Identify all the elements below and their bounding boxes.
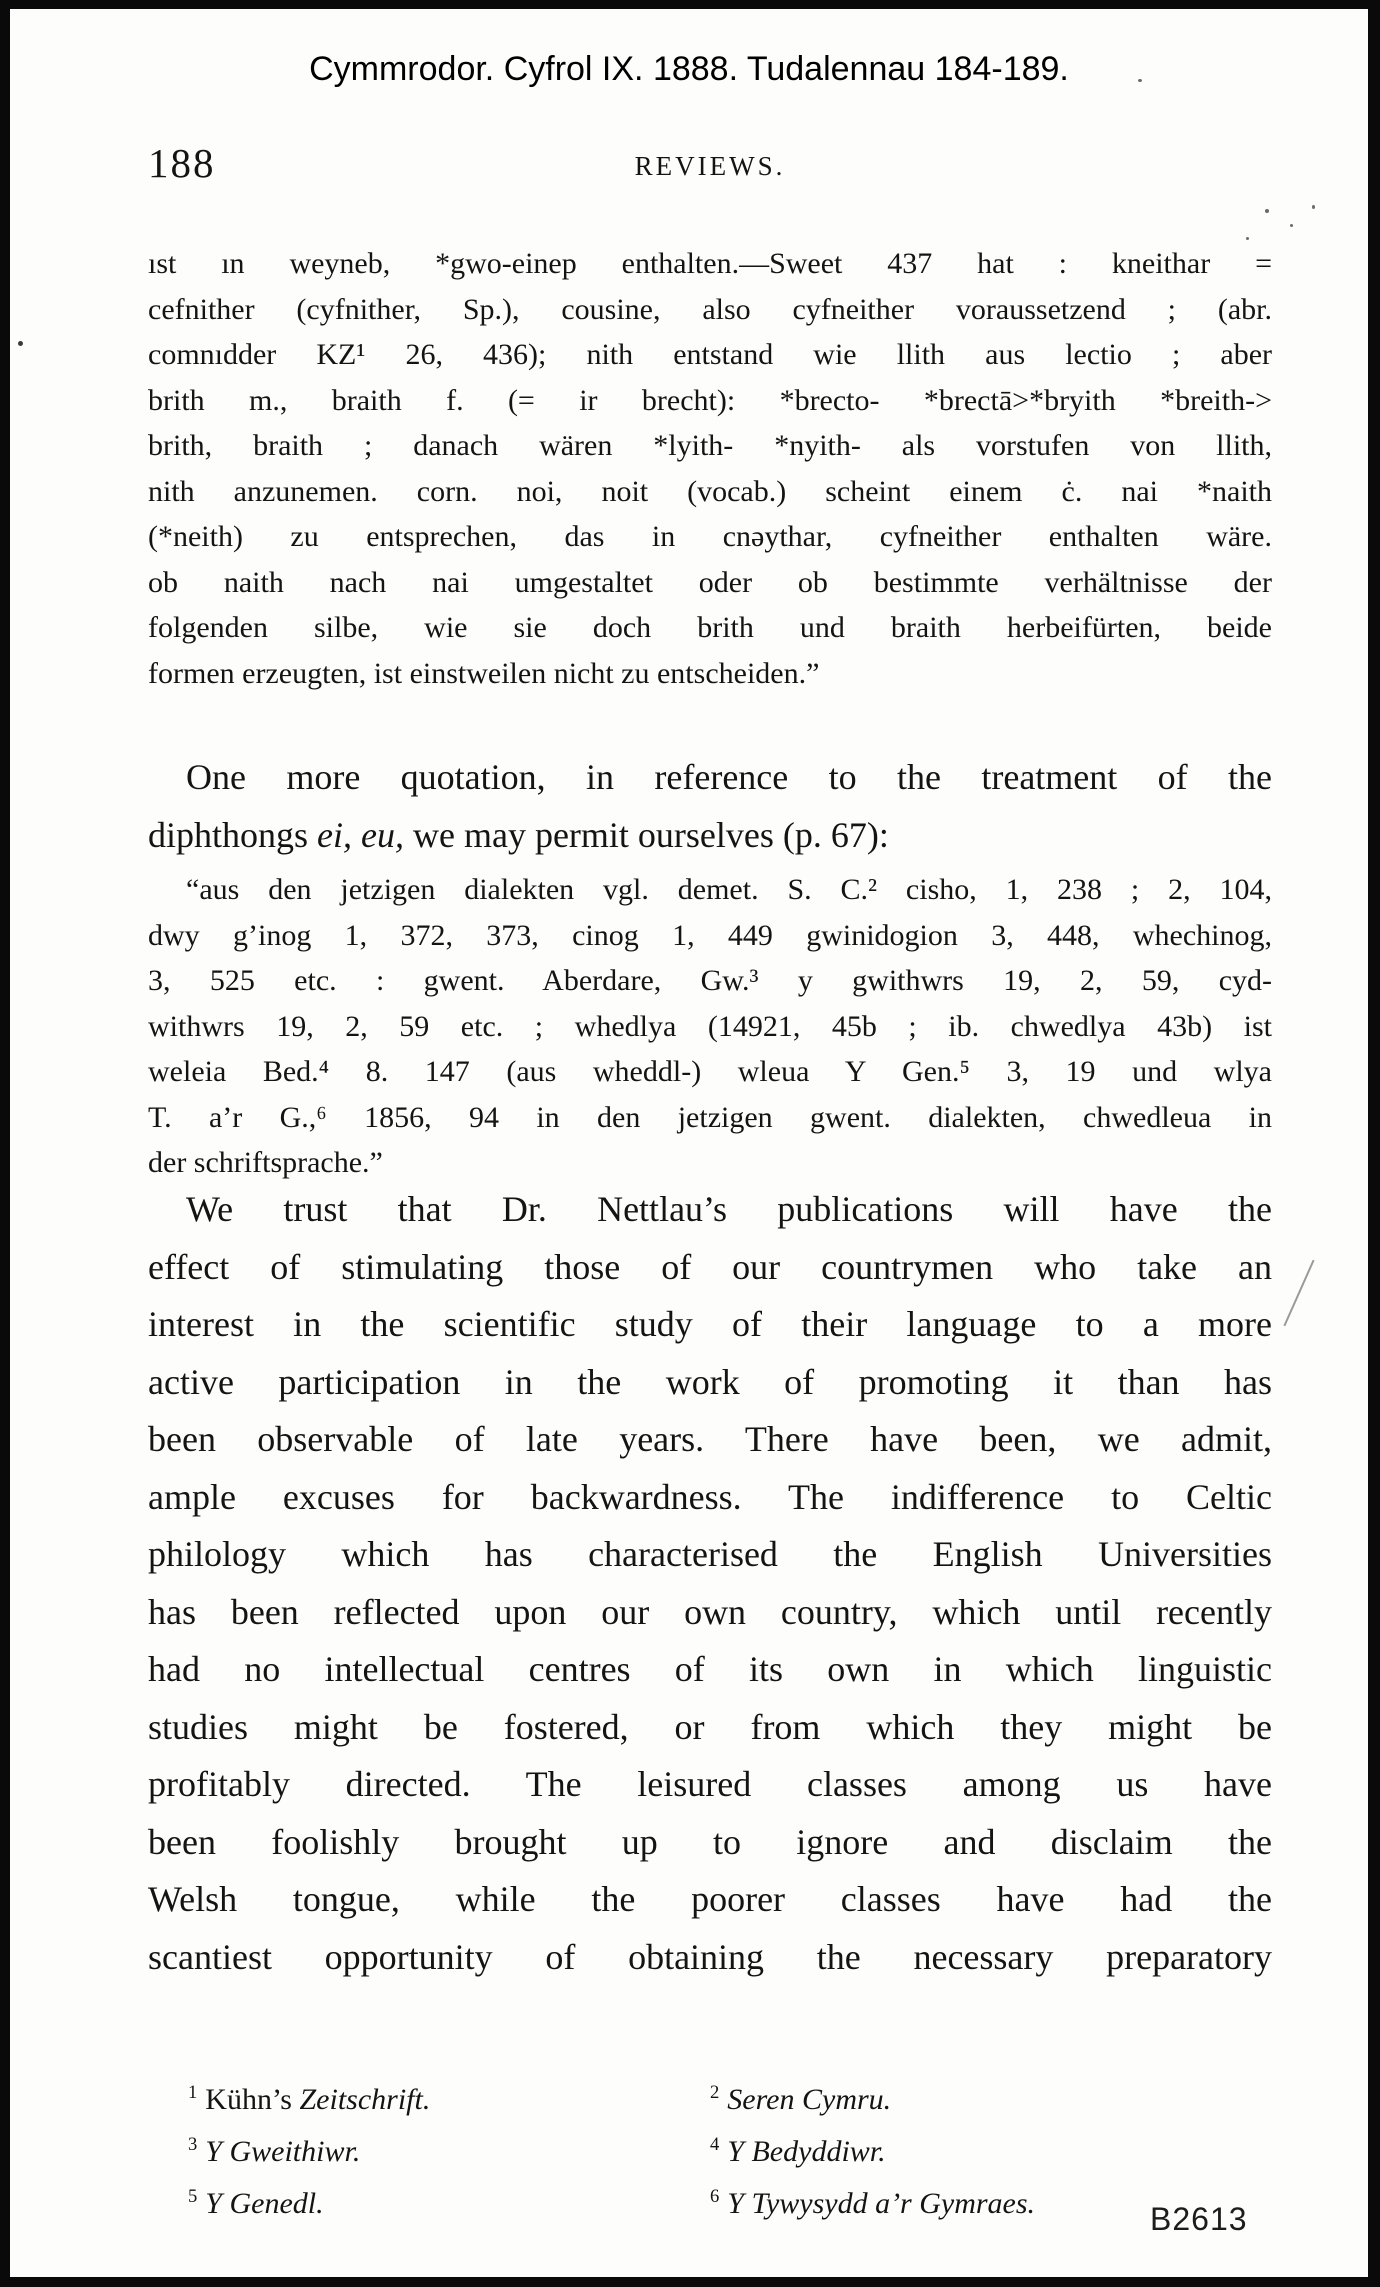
italic-text: ei, eu, <box>317 814 404 855</box>
text-line: dwy g’inog 1, 372, 373, cinog 1, 449 gwinidogion 3, 448, whechinog, <box>148 918 1272 952</box>
text-line: T. a’r G.,⁶ 1856, 94 in den jetzigen gwent. dialekten, chwedleua in <box>148 1100 1272 1134</box>
footnote-title: Zeitschrift. <box>299 2083 431 2116</box>
footnote-row <box>148 2067 1272 2119</box>
footnotes <box>148 2067 1272 2223</box>
text-line: der schriftsprache.” <box>148 1146 383 1179</box>
footnote-title: Seren Cymru. <box>727 2083 892 2116</box>
footnote-title: Y Bedyddiwr. <box>727 2135 886 2168</box>
scan-speck <box>18 341 23 346</box>
text-line: philology which has characterised the English Universities <box>148 1534 1272 1574</box>
footnote-item <box>148 2119 710 2171</box>
text-segment: diphthongs <box>148 814 318 855</box>
text-line: been observable of late years. There have been, we admit, <box>148 1419 1272 1459</box>
scan-speck <box>1138 79 1142 82</box>
text-line: weleia Bed.⁴ 8. 147 (aus wheddl-) wleua Y Gen.⁵ 3, 19 und wlya <box>148 1055 1272 1088</box>
text-line: scantiest opportunity of obtaining the necessary preparatory <box>148 1936 1272 1977</box>
text-line: ob naith nach nai umgestaltet oder ob bestimmte verhältnisse der <box>148 565 1272 599</box>
footnote-title: Y Genedl. <box>205 2187 324 2220</box>
text-line: withwrs 19, 2, 59 etc. ; whedlya (14921, 45b ; ib. chwedlya 43b) ist <box>148 1009 1272 1043</box>
text-line <box>148 807 1272 865</box>
text-line: studies might be fostered, or from which they might be <box>148 1706 1272 1747</box>
footnote-row <box>148 2119 1272 2171</box>
text-line: brith m., braith f. (= ir brecht): *brecto- *brectā>*bryith *breith-> <box>148 383 1272 417</box>
paragraph-one-more <box>148 749 1272 864</box>
text-line: had no intellectual centres of its own in which linguistic <box>148 1649 1272 1689</box>
scan-speck <box>1246 237 1249 240</box>
paragraph-we-trust <box>148 1181 1272 1986</box>
footnote-mark: 6 <box>710 2186 720 2207</box>
scan-speck <box>1312 205 1315 209</box>
text-line: folgenden silbe, wie sie doch brith und braith herbeifürten, beide <box>148 611 1272 644</box>
text-line: been foolishly brought up to ignore and disclaim the <box>148 1821 1272 1862</box>
text-line: profitably directed. The leisured classes among us have <box>148 1764 1272 1804</box>
scan-speck <box>1265 209 1269 213</box>
text-line: active participation in the work of promoting it than has <box>148 1361 1272 1402</box>
footnote-mark: 1 <box>188 2082 198 2103</box>
scan-speck <box>1290 224 1293 227</box>
footnote-mark: 5 <box>188 2186 198 2207</box>
text-line: nith anzunemen. corn. noi, noit (vocab.) scheint einem ċ. nai *naith <box>148 474 1272 508</box>
text-line: ample excuses for backwardness. The indifference to Celtic <box>148 1476 1272 1517</box>
footnote-item <box>710 2119 1272 2171</box>
book-page <box>10 9 1368 2277</box>
text-line: cefnither (cyfnither, Sp.), cousine, also cyfneither voraussetzend ; (abr. <box>148 292 1272 326</box>
text-line: “aus den jetzigen dialekten vgl. demet. S. C.² cisho, 1, 238 ; 2, 104, <box>186 873 1272 906</box>
footnote-roman: Kühn’s <box>205 2083 300 2116</box>
text-line: brith, braith ; danach wären *lyith- *nyith- als vorstufen von llith, <box>148 429 1272 462</box>
text-line: effect of stimulating those of our countrymen who take an <box>148 1246 1272 1287</box>
quoted-passage-1 <box>148 241 1272 696</box>
quoted-passage-2 <box>148 867 1272 1186</box>
footnote-item <box>710 2067 1272 2119</box>
page-number: 188 <box>148 140 216 186</box>
catalog-code: B2613 <box>1150 2201 1248 2237</box>
text-line: We trust that Dr. Nettlau’s publications will have the <box>186 1189 1272 1229</box>
text-line: One more quotation, in reference to the treatment of the <box>186 757 1272 797</box>
scan-caption: Cymmrodor. Cyfrol IX. 1888. Tudalennau 184-189. <box>309 50 1069 88</box>
text-segment: we may permit ourselves (p. 67): <box>403 814 889 855</box>
footnote-title: Y Tywysydd a’r Gymraes. <box>727 2187 1036 2220</box>
footnote-item <box>148 2067 710 2119</box>
text-line: has been reflected upon our own country, which until recently <box>148 1591 1272 1632</box>
footnote-mark: 3 <box>188 2134 198 2155</box>
footnote-mark: 2 <box>710 2082 720 2103</box>
text-line: comnıdder KZ¹ 26, 436); nith entstand wie llith aus lectio ; aber <box>148 338 1272 371</box>
footnote-item <box>148 2171 710 2223</box>
running-header: REVIEWS. <box>634 151 786 181</box>
text-line: (*neith) zu entsprechen, das in cnəythar, cyfneither enthalten wäre. <box>148 520 1272 553</box>
text-line: 3, 525 etc. : gwent. Aberdare, Gw.³ y gwithwrs 19, 2, 59, cyd- <box>148 964 1272 997</box>
footnote-title: Y Gweithiwr. <box>205 2135 361 2168</box>
text-line: interest in the scientific study of their language to a more <box>148 1304 1272 1344</box>
footnote-mark: 4 <box>710 2134 720 2155</box>
text-line: Welsh tongue, while the poorer classes have had the <box>148 1879 1272 1919</box>
text-line: formen erzeugten, ist einstweilen nicht zu entscheiden.” <box>148 656 820 690</box>
footnote-row <box>148 2171 1272 2223</box>
text-line: ıst ın weyneb, *gwo-einep enthalten.—Sweet 437 hat : kneithar = <box>148 247 1272 280</box>
scan-scratch <box>1283 1260 1314 1327</box>
